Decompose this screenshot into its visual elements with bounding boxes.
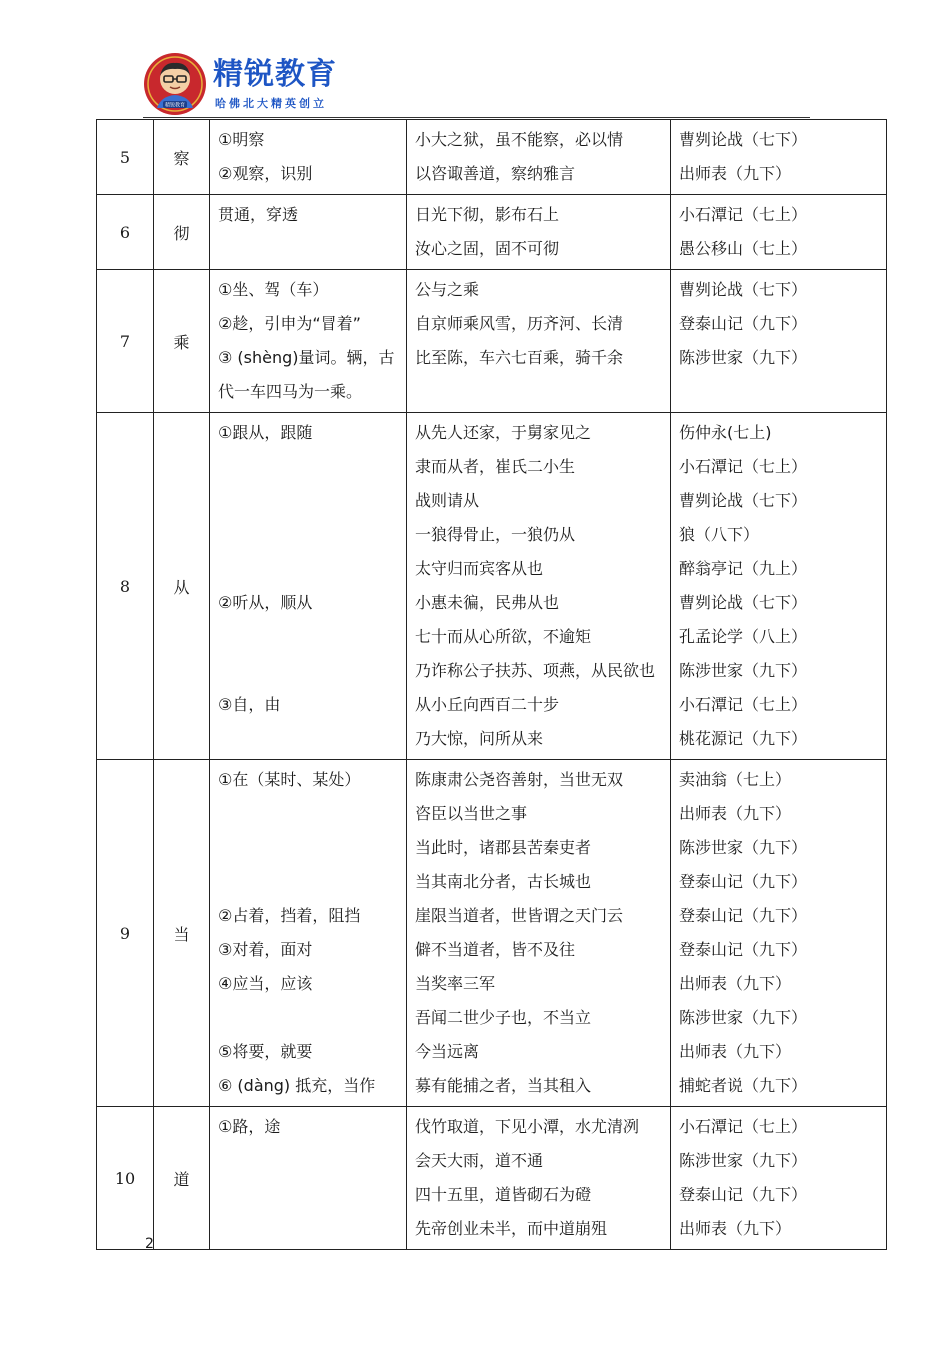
- meaning-line: [218, 797, 406, 831]
- vocab-table-body: [97, 120, 887, 1250]
- source-line: 曹刿论战（七下）: [679, 130, 808, 149]
- example-line: 今当远离: [415, 1042, 480, 1061]
- example-line: 陈康肃公尧咨善射，当世无双: [415, 770, 624, 789]
- meaning-line: ①在（某时、某处）: [218, 770, 361, 789]
- source-line: 曹刿论战（七下）: [679, 491, 808, 510]
- example-cell: [407, 760, 671, 1107]
- source-line: 小石潭记（七上）: [679, 695, 808, 714]
- example-line: 自京师乘风雪，历齐河、长清: [415, 314, 624, 333]
- example-cell: [407, 413, 671, 760]
- source-cell: [671, 270, 887, 413]
- source-line: 小石潭记（七上）: [679, 205, 808, 224]
- source-line: [679, 375, 886, 409]
- source-line: 陈涉世家（九下）: [679, 661, 808, 680]
- source-line: 陈涉世家（九下）: [679, 1151, 808, 1170]
- meaning-line: 贯通，穿透: [218, 205, 299, 224]
- vocab-table: [96, 119, 887, 1250]
- example-line: 太守归而宾客从也: [415, 559, 544, 578]
- meaning-line: [218, 552, 406, 586]
- example-line: 以咨诹善道，察纳雅言: [415, 164, 576, 183]
- meaning-line: [218, 1144, 406, 1178]
- source-line: 登泰山记（九下）: [679, 906, 808, 925]
- example-line: 咨臣以当世之事: [415, 804, 528, 823]
- source-line: 卖油翁（七上）: [679, 770, 792, 789]
- table-row: [97, 413, 887, 760]
- row-number: 7: [97, 270, 154, 413]
- row-number: 8: [97, 413, 154, 760]
- meaning-line: [218, 620, 406, 654]
- meaning-line: [218, 1212, 406, 1246]
- example-line: 当此时，诸郡县苦秦吏者: [415, 838, 592, 857]
- meaning-line: [218, 831, 406, 865]
- table-row: [97, 195, 887, 270]
- source-line: 曹刿论战（七下）: [679, 593, 808, 612]
- source-line: 登泰山记（九下）: [679, 872, 808, 891]
- logo-badge-text: 精锐教育: [164, 102, 186, 109]
- source-line: 孔孟论学（八上）: [679, 627, 808, 646]
- source-line: 陈涉世家（九下）: [679, 348, 808, 367]
- example-line: 隶而从者，崔氏二小生: [415, 457, 576, 476]
- header-divider: [143, 117, 810, 118]
- table-row: [97, 120, 887, 195]
- headword: 道: [154, 1107, 210, 1250]
- row-number: 10: [97, 1107, 154, 1250]
- source-line: 小石潭记（七上）: [679, 1117, 808, 1136]
- headword: 察: [154, 120, 210, 195]
- meaning-cell: [210, 270, 407, 413]
- table-row: [97, 1107, 887, 1250]
- source-line: 出师表（九下）: [679, 164, 792, 183]
- example-line: 小大之狱，虽不能察，必以情: [415, 130, 624, 149]
- source-line: 出师表（九下）: [679, 974, 792, 993]
- meaning-line: ②观察，识别: [218, 164, 313, 183]
- meaning-line: [218, 1001, 406, 1035]
- example-line: 崖限当道者，世皆谓之天门云: [415, 906, 624, 925]
- example-line: 乃大惊，问所从来: [415, 729, 544, 748]
- example-line: 汝心之固，固不可彻: [415, 239, 560, 258]
- example-line: 七十而从心所欲，不逾矩: [415, 627, 592, 646]
- example-line: [415, 375, 670, 409]
- example-line: 从小丘向西百二十步: [415, 695, 560, 714]
- headword: 彻: [154, 195, 210, 270]
- meaning-cell: [210, 195, 407, 270]
- source-cell: [671, 120, 887, 195]
- example-line: 一狼得骨止，一狼仍从: [415, 525, 576, 544]
- source-line: 出师表（九下）: [679, 1219, 792, 1238]
- row-number: 6: [97, 195, 154, 270]
- meaning-line: ④应当，应该: [218, 974, 313, 993]
- logo-title: 精锐教育: [213, 57, 337, 92]
- source-cell: [671, 413, 887, 760]
- example-line: 公与之乘: [415, 280, 480, 299]
- example-line: 比至陈，车六七百乘，骑千余: [415, 348, 624, 367]
- meaning-cell: [210, 760, 407, 1107]
- example-line: 日光下彻，影布石上: [415, 205, 560, 224]
- meaning-line: [218, 654, 406, 688]
- example-line: 乃诈称公子扶苏、项燕，从民欲也: [415, 661, 656, 680]
- headword: 乘: [154, 270, 210, 413]
- meaning-cell: [210, 1107, 407, 1250]
- source-line: 陈涉世家（九下）: [679, 838, 808, 857]
- logo-subtitle: 哈佛北大精英创立: [215, 97, 327, 110]
- source-cell: [671, 1107, 887, 1250]
- row-number: 9: [97, 760, 154, 1107]
- example-cell: [407, 120, 671, 195]
- meaning-line: [218, 484, 406, 518]
- meaning-line: ②趁，引申为“冒着”: [218, 314, 361, 333]
- mascot-badge-icon: [143, 52, 207, 116]
- example-cell: [407, 195, 671, 270]
- example-line: 当其南北分者，古长城也: [415, 872, 592, 891]
- example-line: 会天大雨，道不通: [415, 1151, 544, 1170]
- example-line: 募有能捕之者，当其租入: [415, 1076, 592, 1095]
- meaning-line: [218, 722, 406, 756]
- meaning-line: [218, 518, 406, 552]
- source-line: 登泰山记（九下）: [679, 1185, 808, 1204]
- example-line: 战则请从: [415, 491, 480, 510]
- example-cell: [407, 270, 671, 413]
- source-line: 捕蛇者说（九下）: [679, 1076, 808, 1095]
- meaning-line: ⑥ (dàng) 抵充，当作: [218, 1076, 376, 1095]
- meaning-line: [218, 232, 406, 266]
- page-number: 2: [145, 1236, 154, 1252]
- brand-logo: [143, 52, 373, 116]
- source-line: 登泰山记（九下）: [679, 314, 808, 333]
- meaning-line: 代一车四马为一乘。: [218, 382, 363, 401]
- example-line: 从先人还家，于舅家见之: [415, 423, 592, 442]
- meaning-line: ①跟从，跟随: [218, 423, 313, 442]
- meaning-line: ⑤将要，就要: [218, 1042, 313, 1061]
- meaning-line: [218, 865, 406, 899]
- source-cell: [671, 760, 887, 1107]
- source-line: 曹刿论战（七下）: [679, 280, 808, 299]
- example-cell: [407, 1107, 671, 1250]
- source-line: 登泰山记（九下）: [679, 940, 808, 959]
- source-line: 愚公移山（七上）: [679, 239, 808, 258]
- example-line: 伐竹取道，下见小潭，水尤清冽: [415, 1117, 640, 1136]
- meaning-line: ③对着，面对: [218, 940, 313, 959]
- source-line: 出师表（九下）: [679, 804, 792, 823]
- source-line: 醉翁亭记（九上）: [679, 559, 808, 578]
- source-line: 陈涉世家（九下）: [679, 1008, 808, 1027]
- meaning-line: ③ (shèng)量词。辆，古: [218, 348, 395, 367]
- example-line: 当奖率三军: [415, 974, 496, 993]
- example-line: 先帝创业未半，而中道崩殂: [415, 1219, 608, 1238]
- source-line: 小石潭记（七上）: [679, 457, 808, 476]
- example-line: 僻不当道者，皆不及往: [415, 940, 576, 959]
- meaning-cell: [210, 413, 407, 760]
- meaning-line: ①坐、驾（车）: [218, 280, 329, 299]
- meaning-line: ②听从，顺从: [218, 593, 313, 612]
- source-line: 伤仲永(七上): [679, 423, 772, 442]
- meaning-line: [218, 1178, 406, 1212]
- example-line: 小惠未徧，民弗从也: [415, 593, 560, 612]
- table-row: [97, 760, 887, 1107]
- row-number: 5: [97, 120, 154, 195]
- example-line: 吾闻二世少子也，不当立: [415, 1008, 592, 1027]
- meaning-line: ③自，由: [218, 695, 281, 714]
- meaning-line: ①明察: [218, 130, 265, 149]
- example-line: 四十五里，道皆砌石为磴: [415, 1185, 592, 1204]
- headword: 当: [154, 760, 210, 1107]
- table-row: [97, 270, 887, 413]
- source-line: 出师表（九下）: [679, 1042, 792, 1061]
- source-line: 桃花源记（九下）: [679, 729, 808, 748]
- meaning-line: [218, 450, 406, 484]
- meaning-line: ①路，途: [218, 1117, 281, 1136]
- headword: 从: [154, 413, 210, 760]
- source-line: 狼（八下）: [679, 525, 760, 544]
- source-cell: [671, 195, 887, 270]
- meaning-cell: [210, 120, 407, 195]
- meaning-line: ②占着，挡着，阻挡: [218, 906, 361, 925]
